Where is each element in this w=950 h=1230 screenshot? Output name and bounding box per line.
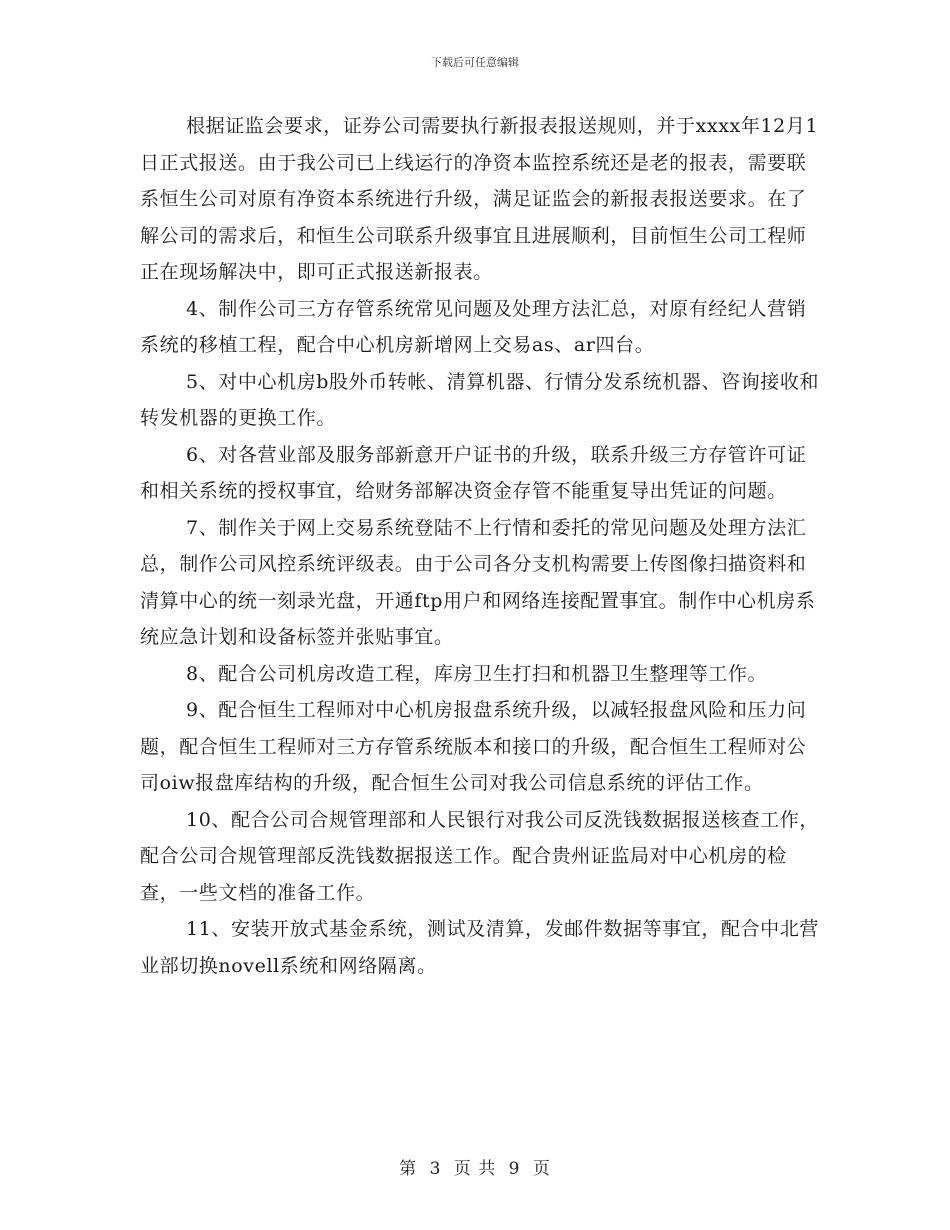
- paragraph-intro: 根据证监会要求，证券公司需要执行新报表报送规则，并于xxxx年12月1日正式报送。由于我公司已上线运行的净资本监控系统还是老的报表，需要联系恒生公司对原有净资本系统进行升级，满足证监会的新报表报送要求。在了解公司的需求后，和恒生公司联系升级事宜且进展顺利，目前恒生公司工程师正在现场解决中，即可正式报送新报表。: [140, 115, 819, 283]
- footer-page-number: 3: [429, 1159, 442, 1179]
- footer-middle: 页 共: [453, 1159, 497, 1179]
- page-header: 下载后可任意编辑: [431, 56, 519, 69]
- paragraph-item-10: 10、配合公司合规管理部和人民银行对我公司反洗钱数据报送核查工作，配合公司合规管理部反洗钱数据报送工作。配合贵州证监局对中心机房的检查，一些文档的准备工作。: [140, 808, 819, 904]
- page-footer: [0, 1154, 950, 1179]
- paragraph-item-9: 9、配合恒生工程师对中心机房报盘系统升级，以减轻报盘风险和压力问题，配合恒生工程师对三方存管系统版本和接口的升级，配合恒生工程师对公司oiw报盘库结构的升级，配合恒生公司对我公司信息系统的评估工作。: [140, 699, 807, 794]
- footer-suffix: 页: [532, 1159, 551, 1179]
- paragraph-item-6: 6、对各营业部及服务部新意开户证书的升级，联系升级三方存管许可证和相关系统的授权事宜，给财务部解决资金存管不能重复导出凭证的问题。: [140, 443, 807, 502]
- footer-total-pages: 9: [508, 1159, 521, 1179]
- document-body: [140, 108, 820, 984]
- paragraph-item-4: 4、制作公司三方存管系统常见问题及处理方法汇总，对原有经纪人营销系统的移植工程，配合中心机房新增网上交易as、ar四台。: [140, 297, 807, 356]
- paragraph-item-11: 11、安装开放式基金系统，测试及清算，发邮件数据等事宜，配合中北营业部切换novell系统和网络隔离。: [140, 918, 819, 977]
- footer-prefix: 第: [399, 1159, 418, 1179]
- paragraph-item-8: 8、配合公司机房改造工程，库房卫生打扫和机器卫生整理等工作。: [186, 662, 768, 685]
- paragraph-item-7: 7、制作关于网上交易系统登陆不上行情和委托的常见问题及处理方法汇总，制作公司风控系统评级表。由于公司各分支机构需要上传图像扫描资料和清算中心的统一刻录光盘，开通ftp用户和网络连接配置事宜。制作中心机房系统应急计划和设备标签并张贴事宜。: [140, 516, 816, 648]
- paragraph-item-5: 5、对中心机房b股外币转帐、清算机器、行情分发系统机器、咨询接收和转发机器的更换工作。: [140, 370, 820, 429]
